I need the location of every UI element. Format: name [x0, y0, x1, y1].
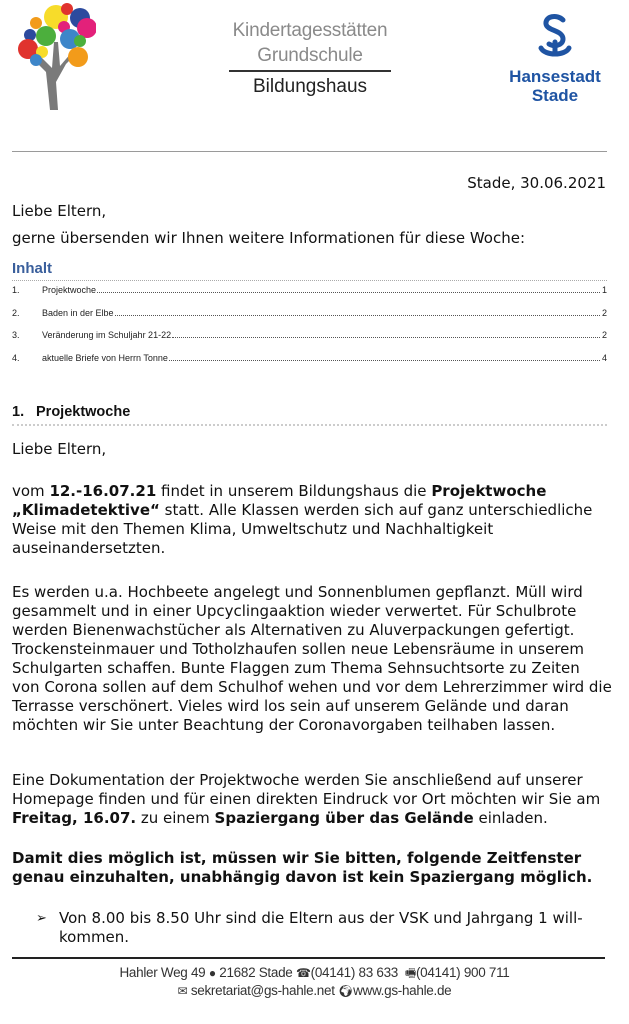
- section-divider: [12, 424, 607, 426]
- text: einladen.: [473, 809, 548, 827]
- section-number: 1.: [12, 404, 25, 420]
- toc-divider: [12, 280, 607, 281]
- list-item: [36, 909, 616, 947]
- bullet-dot-icon: ●: [208, 966, 216, 980]
- paragraph-activities: Es werden u.a. Hochbeete angelegt und Sonnenblumen gepflanzt. Müll wird gesammelt und in einer Upcyclingaaktion wieder verwertet. Für Schulbrote werden Bienenwachstücher als Alternativen zu Aluverpackungen gefertigt. Trockensteinmauer und Totholzhaufen sollen neue Lebensräume in unserem Schulgarten schaffen. Bunte Flaggen zum Thema Sehnsuchtsorte zu Zeiten von Corona sollen auf dem Schulhof wehen und vor dem Lehrerzimmer wird die Terrasse verschönert. Vieles wird los sein auf unserem Gelände und daran möchten wir Sie unter Beachtung der Coronavorgaben teilhaben lassen.: [12, 583, 612, 734]
- toc-item-page: 2: [601, 330, 607, 340]
- toc-item[interactable]: [12, 305, 607, 328]
- toc-item-number: 2.: [12, 307, 20, 318]
- bold-walk: Spaziergang über das Gelände: [214, 809, 474, 827]
- toc-item-page: 2: [601, 307, 607, 318]
- anchor-s-icon: [535, 14, 575, 58]
- section-heading: [12, 404, 130, 420]
- footer-contact-line: [0, 964, 629, 985]
- header-divider: [12, 151, 607, 152]
- bold-date: Freitag, 16.07.: [12, 809, 137, 827]
- hansestadt-stade-logo: [492, 14, 618, 105]
- bold-project-name: Projektwoche „Klimadetektive“: [12, 482, 547, 519]
- text: findet in unserem Bildungshaus die: [156, 482, 432, 500]
- section-salutation: Liebe Eltern,: [12, 440, 107, 458]
- intro-text: gerne übersenden wir Ihnen weitere Informationen für diese Woche:: [12, 229, 526, 247]
- logo-hansestadt: Hansestadt: [509, 67, 601, 86]
- toc-heading: Inhalt: [12, 260, 52, 277]
- logo-stade: Stade: [531, 86, 579, 105]
- tree-logo: [14, 2, 96, 110]
- letter-date: Stade, 30.06.2021: [467, 174, 606, 192]
- paragraph-notice: Damit dies möglich ist, müssen wir Sie bitten, folgende Zeitfenster genau einzuhalten, unabhängig davon ist kein Spaziergang möglich.: [12, 849, 593, 886]
- toc-item-number: 3.: [12, 330, 20, 340]
- text: Eine Dokumentation der Projektwoche werden Sie anschließend auf unserer Homepage finden und für einen direkten Eindruck vor Ort möchten wir Sie am: [12, 771, 601, 808]
- logo-line-grundschule: Grundschule: [257, 45, 363, 66]
- paragraph-documentation: [12, 771, 612, 828]
- arrow-bullet-icon: ➢: [36, 911, 47, 926]
- logo-line-kita: Kindertagesstätten: [232, 20, 388, 41]
- logo-divider: [229, 70, 391, 72]
- phone-icon: ☎: [295, 966, 311, 980]
- toc-item[interactable]: [12, 282, 607, 305]
- toc-item-page: 4: [601, 352, 607, 363]
- toc-item-label[interactable]: Baden in der Elbe: [42, 307, 114, 318]
- footer-web-line: [0, 983, 629, 998]
- toc-item-number: 4.: [12, 352, 20, 363]
- toc-item-label[interactable]: Veränderung im Schuljahr 21-22: [42, 330, 172, 340]
- bildungshaus-logo: [210, 18, 410, 99]
- salutation: Liebe Eltern,: [12, 202, 107, 220]
- toc-leader: [97, 292, 600, 293]
- section-title: Projektwoche: [36, 404, 131, 420]
- toc-leader: [115, 315, 600, 316]
- text: vom: [12, 482, 50, 500]
- toc-leader: [172, 337, 600, 338]
- toc-item-label[interactable]: Projektwoche: [42, 285, 97, 295]
- fax-icon: 🖷: [404, 966, 416, 980]
- table-of-contents: [12, 282, 607, 372]
- paragraph-dates: [12, 482, 612, 558]
- globe-icon: 🌍︎: [338, 984, 354, 998]
- email-icon: ✉: [177, 984, 188, 998]
- footer-email[interactable]: sekretariat@gs-hahle.net: [190, 983, 335, 998]
- footer-city: 21682 Stade: [219, 965, 293, 980]
- toc-item-number: 1.: [12, 285, 20, 295]
- toc-leader: [169, 360, 600, 361]
- footer-address: Hahler Weg 49: [119, 965, 206, 980]
- footer-fax: (04141) 900 711: [415, 965, 510, 980]
- list-item-text: Von 8.00 bis 8.50 Uhr sind die Eltern aus der VSK und Jahrgang 1 will-kommen.: [59, 909, 583, 946]
- footer-divider: [12, 957, 605, 959]
- toc-item[interactable]: [12, 327, 607, 350]
- text: statt. Alle Klassen werden sich auf ganz unterschiedliche Weise mit den Themen Klima, Umweltschutz und Nachhaltigkeit auseinandersetzten.: [12, 501, 593, 557]
- footer-website[interactable]: www.gs-hahle.de: [353, 983, 452, 998]
- footer-phone: (04141) 83 633: [310, 965, 398, 980]
- toc-item-page: 1: [601, 285, 607, 295]
- text: zu einem: [136, 809, 215, 827]
- logo-line-bildungshaus: Bildungshaus: [252, 75, 368, 97]
- toc-item[interactable]: [12, 350, 607, 373]
- bold-dates: 12.-16.07.21: [49, 482, 157, 500]
- toc-item-label[interactable]: aktuelle Briefe von Herrn Tonne: [42, 352, 168, 363]
